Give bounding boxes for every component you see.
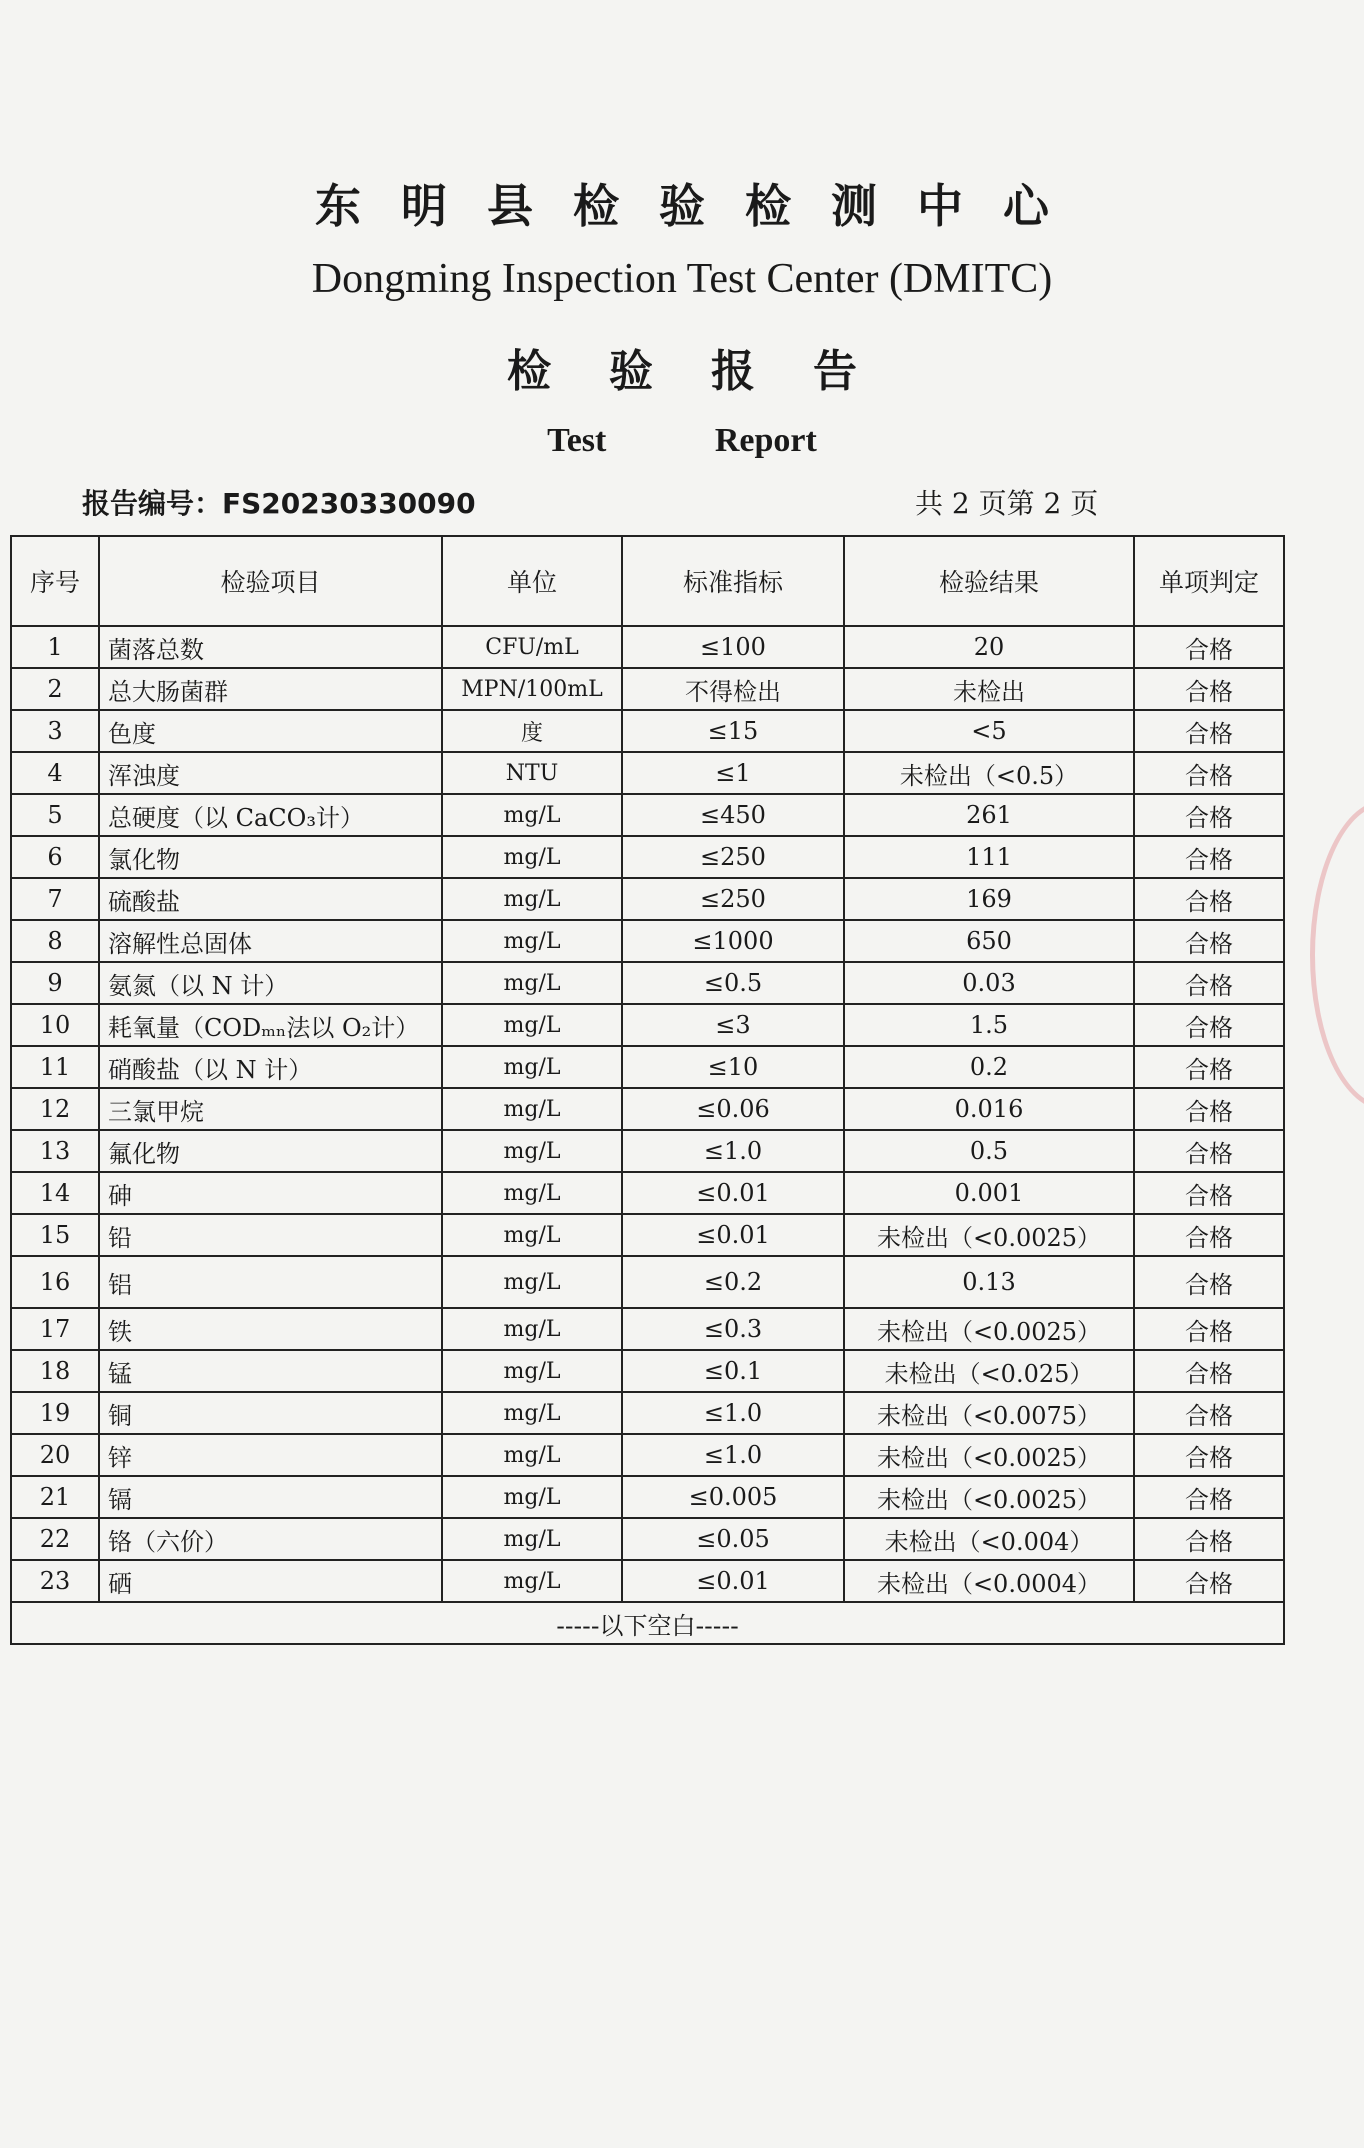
row-number: 20 — [11, 1434, 99, 1476]
standard-limit: ≤0.3 — [622, 1308, 844, 1350]
test-result: <5 — [844, 710, 1134, 752]
judgement: 合格 — [1134, 1172, 1284, 1214]
table-row — [11, 1130, 1284, 1172]
test-item: 浑浊度 — [99, 752, 442, 794]
judgement: 合格 — [1134, 878, 1284, 920]
standard-limit: ≤1000 — [622, 920, 844, 962]
row-number: 5 — [11, 794, 99, 836]
judgement: 合格 — [1134, 1518, 1284, 1560]
table-row — [11, 1350, 1284, 1392]
standard-limit: ≤1 — [622, 752, 844, 794]
table-row — [11, 1256, 1284, 1308]
end-note: -----以下空白----- — [11, 1602, 1284, 1644]
row-number: 1 — [11, 626, 99, 668]
standard-limit: ≤450 — [622, 794, 844, 836]
judgement: 合格 — [1134, 1004, 1284, 1046]
page-info: 共 2 页第 2 页 — [915, 487, 1099, 520]
judgement: 合格 — [1134, 1308, 1284, 1350]
judgement: 合格 — [1134, 1560, 1284, 1602]
unit: mg/L — [442, 1004, 622, 1046]
judgement: 合格 — [1134, 1476, 1284, 1518]
test-result: 未检出（<0.0075） — [844, 1392, 1134, 1434]
header-judgement: 单项判定 — [1134, 536, 1284, 626]
test-item: 耗氧量（CODₘₙ法以 O₂计） — [99, 1004, 442, 1046]
test-result: 0.5 — [844, 1130, 1134, 1172]
report-title-en: Test Report — [547, 422, 817, 459]
judgement: 合格 — [1134, 626, 1284, 668]
standard-limit: ≤0.1 — [622, 1350, 844, 1392]
test-result: 未检出（<0.025） — [844, 1350, 1134, 1392]
table-header-row — [11, 536, 1284, 626]
unit: mg/L — [442, 1392, 622, 1434]
unit: mg/L — [442, 1476, 622, 1518]
row-number: 18 — [11, 1350, 99, 1392]
unit: mg/L — [442, 1434, 622, 1476]
test-result: 未检出（<0.0025） — [844, 1434, 1134, 1476]
test-result: 未检出（<0.5） — [844, 752, 1134, 794]
test-result: 0.001 — [844, 1172, 1134, 1214]
unit: mg/L — [442, 1172, 622, 1214]
test-result: 0.13 — [844, 1256, 1134, 1308]
unit: mg/L — [442, 794, 622, 836]
standard-limit: ≤0.01 — [622, 1172, 844, 1214]
header-item: 检验项目 — [99, 536, 442, 626]
table-row — [11, 878, 1284, 920]
row-number: 11 — [11, 1046, 99, 1088]
unit: CFU/mL — [442, 626, 622, 668]
unit: MPN/100mL — [442, 668, 622, 710]
results-table — [10, 535, 1285, 1645]
test-result: 169 — [844, 878, 1134, 920]
row-number: 23 — [11, 1560, 99, 1602]
standard-limit: ≤15 — [622, 710, 844, 752]
test-result: 未检出（<0.0025） — [844, 1476, 1134, 1518]
table-row — [11, 1172, 1284, 1214]
test-result: 未检出（<0.0004） — [844, 1560, 1134, 1602]
row-number: 21 — [11, 1476, 99, 1518]
row-number: 17 — [11, 1308, 99, 1350]
unit: mg/L — [442, 920, 622, 962]
standard-limit: ≤0.06 — [622, 1088, 844, 1130]
test-item: 锰 — [99, 1350, 442, 1392]
test-item: 氨氮（以 N 计） — [99, 962, 442, 1004]
test-item: 总硬度（以 CaCO₃计） — [99, 794, 442, 836]
table-row — [11, 962, 1284, 1004]
unit: mg/L — [442, 836, 622, 878]
standard-limit: ≤100 — [622, 626, 844, 668]
test-item: 溶解性总固体 — [99, 920, 442, 962]
table-row — [11, 794, 1284, 836]
judgement: 合格 — [1134, 1214, 1284, 1256]
header-unit: 单位 — [442, 536, 622, 626]
header-result: 检验结果 — [844, 536, 1134, 626]
judgement: 合格 — [1134, 668, 1284, 710]
unit: mg/L — [442, 1214, 622, 1256]
test-result: 未检出（<0.0025） — [844, 1308, 1134, 1350]
test-item: 硝酸盐（以 N 计） — [99, 1046, 442, 1088]
row-number: 16 — [11, 1256, 99, 1308]
report-number: 报告编号：FS20230330090 — [82, 487, 476, 520]
report-title-cn: 检验报告 — [507, 346, 915, 397]
test-item: 铝 — [99, 1256, 442, 1308]
test-item: 总大肠菌群 — [99, 668, 442, 710]
red-stamp-seal — [1310, 800, 1364, 1110]
judgement: 合格 — [1134, 1256, 1284, 1308]
table-row — [11, 1046, 1284, 1088]
row-number: 10 — [11, 1004, 99, 1046]
test-result: 未检出（<0.0025） — [844, 1214, 1134, 1256]
table-row — [11, 1004, 1284, 1046]
table-row — [11, 1476, 1284, 1518]
table-row — [11, 710, 1284, 752]
standard-limit: ≤0.5 — [622, 962, 844, 1004]
unit: mg/L — [442, 1130, 622, 1172]
judgement: 合格 — [1134, 1434, 1284, 1476]
judgement: 合格 — [1134, 1088, 1284, 1130]
unit: mg/L — [442, 1046, 622, 1088]
table-row — [11, 1518, 1284, 1560]
test-item: 砷 — [99, 1172, 442, 1214]
test-item: 色度 — [99, 710, 442, 752]
standard-limit: ≤0.2 — [622, 1256, 844, 1308]
row-number: 22 — [11, 1518, 99, 1560]
test-result: 0.2 — [844, 1046, 1134, 1088]
row-number: 12 — [11, 1088, 99, 1130]
row-number: 4 — [11, 752, 99, 794]
table-row — [11, 1434, 1284, 1476]
org-title-cn: 东明县检验检测中心 — [315, 179, 1089, 233]
standard-limit: 不得检出 — [622, 668, 844, 710]
unit: mg/L — [442, 1308, 622, 1350]
test-item: 镉 — [99, 1476, 442, 1518]
standard-limit: ≤1.0 — [622, 1392, 844, 1434]
standard-limit: ≤3 — [622, 1004, 844, 1046]
standard-limit: ≤10 — [622, 1046, 844, 1088]
test-item: 三氯甲烷 — [99, 1088, 442, 1130]
test-item: 铬（六价） — [99, 1518, 442, 1560]
standard-limit: ≤0.005 — [622, 1476, 844, 1518]
test-item: 锌 — [99, 1434, 442, 1476]
judgement: 合格 — [1134, 836, 1284, 878]
test-result: 20 — [844, 626, 1134, 668]
test-item: 氟化物 — [99, 1130, 442, 1172]
table-row — [11, 1214, 1284, 1256]
test-item: 铜 — [99, 1392, 442, 1434]
header-no: 序号 — [11, 536, 99, 626]
table-row — [11, 920, 1284, 962]
test-result: 111 — [844, 836, 1134, 878]
judgement: 合格 — [1134, 1046, 1284, 1088]
test-item: 铁 — [99, 1308, 442, 1350]
row-number: 15 — [11, 1214, 99, 1256]
test-result: 未检出 — [844, 668, 1134, 710]
unit: mg/L — [442, 962, 622, 1004]
header-standard: 标准指标 — [622, 536, 844, 626]
row-number: 13 — [11, 1130, 99, 1172]
unit: mg/L — [442, 878, 622, 920]
test-item: 硫酸盐 — [99, 878, 442, 920]
table-row — [11, 1560, 1284, 1602]
standard-limit: ≤250 — [622, 836, 844, 878]
unit: mg/L — [442, 1350, 622, 1392]
unit: mg/L — [442, 1518, 622, 1560]
row-number: 14 — [11, 1172, 99, 1214]
table-row — [11, 836, 1284, 878]
unit: 度 — [442, 710, 622, 752]
judgement: 合格 — [1134, 962, 1284, 1004]
table-row — [11, 1392, 1284, 1434]
judgement: 合格 — [1134, 710, 1284, 752]
test-item: 硒 — [99, 1560, 442, 1602]
row-number: 2 — [11, 668, 99, 710]
unit: mg/L — [442, 1560, 622, 1602]
table-row — [11, 752, 1284, 794]
org-title-en: Dongming Inspection Test Center (DMITC) — [311, 256, 1053, 302]
standard-limit: ≤250 — [622, 878, 844, 920]
standard-limit: ≤0.01 — [622, 1214, 844, 1256]
test-result: 未检出（<0.004） — [844, 1518, 1134, 1560]
test-item: 铅 — [99, 1214, 442, 1256]
unit: mg/L — [442, 1088, 622, 1130]
table-row — [11, 668, 1284, 710]
test-item: 氯化物 — [99, 836, 442, 878]
row-number: 3 — [11, 710, 99, 752]
row-number: 9 — [11, 962, 99, 1004]
test-result: 650 — [844, 920, 1134, 962]
row-number: 8 — [11, 920, 99, 962]
judgement: 合格 — [1134, 1130, 1284, 1172]
standard-limit: ≤1.0 — [622, 1434, 844, 1476]
end-note-row — [11, 1602, 1284, 1644]
test-item: 菌落总数 — [99, 626, 442, 668]
test-result: 0.03 — [844, 962, 1134, 1004]
test-result: 261 — [844, 794, 1134, 836]
row-number: 7 — [11, 878, 99, 920]
standard-limit: ≤0.01 — [622, 1560, 844, 1602]
row-number: 19 — [11, 1392, 99, 1434]
table-row — [11, 626, 1284, 668]
judgement: 合格 — [1134, 1392, 1284, 1434]
judgement: 合格 — [1134, 1350, 1284, 1392]
judgement: 合格 — [1134, 920, 1284, 962]
unit: NTU — [442, 752, 622, 794]
unit: mg/L — [442, 1256, 622, 1308]
standard-limit: ≤0.05 — [622, 1518, 844, 1560]
test-result: 1.5 — [844, 1004, 1134, 1046]
test-result: 0.016 — [844, 1088, 1134, 1130]
table-row — [11, 1308, 1284, 1350]
standard-limit: ≤1.0 — [622, 1130, 844, 1172]
judgement: 合格 — [1134, 794, 1284, 836]
table-body — [11, 626, 1284, 1602]
table-row — [11, 1088, 1284, 1130]
judgement: 合格 — [1134, 752, 1284, 794]
row-number: 6 — [11, 836, 99, 878]
